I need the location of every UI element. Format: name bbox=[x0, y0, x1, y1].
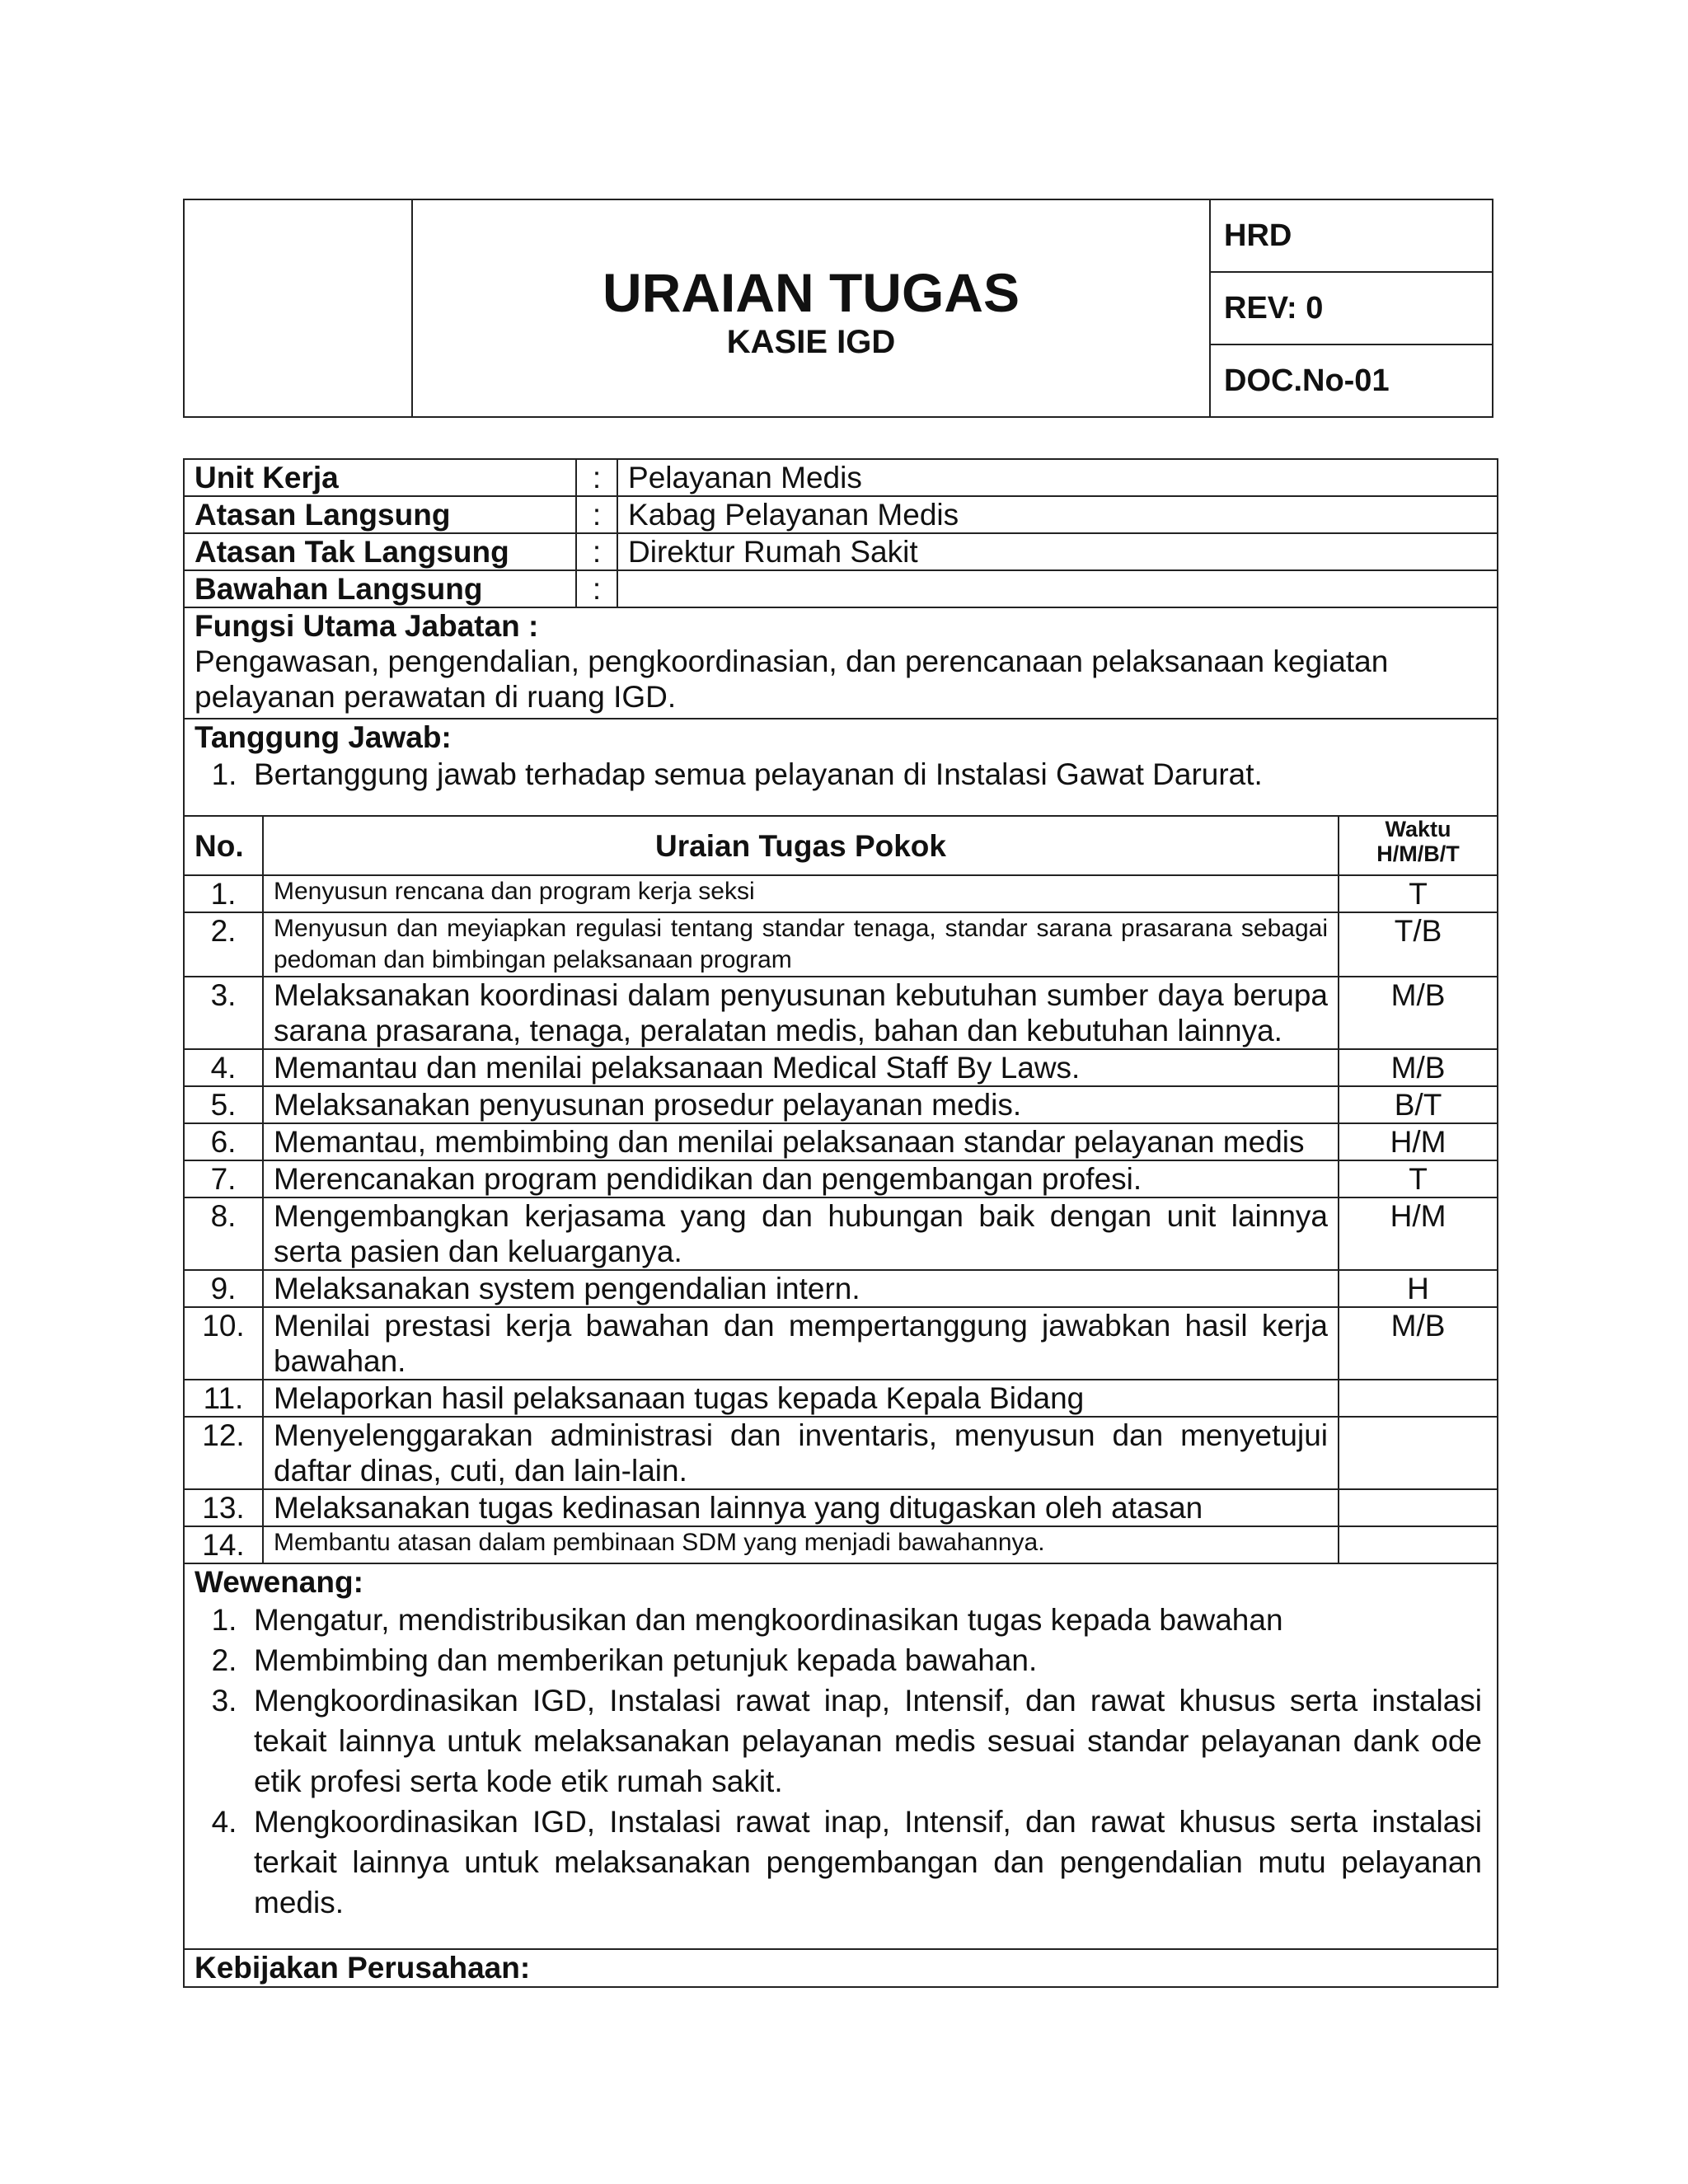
row-task: Melaksanakan tugas kedinasan lainnya yang ditugaskan oleh atasan bbox=[263, 1489, 1339, 1526]
kebijakan-title: Kebijakan Perusahaan: bbox=[184, 1949, 1498, 1987]
row-waktu bbox=[1339, 1489, 1498, 1526]
list-number: 3. bbox=[211, 1684, 237, 1718]
table-row bbox=[184, 1086, 1498, 1123]
table-row bbox=[184, 1270, 1498, 1307]
row-number: 1. bbox=[184, 875, 263, 912]
row-waktu: M/B bbox=[1339, 1307, 1498, 1380]
table-row bbox=[184, 1417, 1498, 1489]
meta-doc-number: DOC.No-01 bbox=[1210, 344, 1493, 417]
list-number: 1. bbox=[211, 757, 237, 791]
row-task: Menyusun rencana dan program kerja seksi bbox=[263, 875, 1339, 912]
list-number: 4. bbox=[211, 1805, 237, 1839]
info-value: Direktur Rumah Sakit bbox=[617, 533, 1498, 570]
head-task: Uraian Tugas Pokok bbox=[263, 816, 1339, 875]
info-colon: : bbox=[576, 533, 617, 570]
head-waktu-line2: H/M/B/T bbox=[1376, 841, 1460, 866]
head-waktu-line1: Waktu bbox=[1385, 817, 1451, 841]
list-text: Mengkoordinasikan IGD, Instalasi rawat inap, Intensif, dan rawat khusus serta instalasi terkait lainnya untuk melaksanakan pengembangan dan pengendalian mutu pelayanan medis. bbox=[254, 1805, 1483, 1919]
title-cell bbox=[412, 199, 1210, 417]
wewenang-section bbox=[184, 1563, 1498, 1949]
row-task: Merencanakan program pendidikan dan pengembangan profesi. bbox=[263, 1160, 1339, 1197]
info-label: Atasan Tak Langsung bbox=[184, 533, 576, 570]
row-number: 14. bbox=[184, 1526, 263, 1563]
tanggung-jawab-section bbox=[184, 719, 1498, 816]
info-row bbox=[184, 570, 1498, 607]
fungsi-title: Fungsi Utama Jabatan : bbox=[195, 609, 539, 643]
row-number: 11. bbox=[184, 1380, 263, 1417]
info-row bbox=[184, 496, 1498, 533]
row-number: 13. bbox=[184, 1489, 263, 1526]
info-value: Pelayanan Medis bbox=[617, 459, 1498, 496]
list-number: 2. bbox=[211, 1643, 237, 1677]
row-number: 6. bbox=[184, 1123, 263, 1160]
row-task: Menyelenggarakan administrasi dan inventaris, menyusun dan menyetujui daftar dinas, cuti, dan lain-lain. bbox=[263, 1417, 1339, 1489]
info-value bbox=[617, 570, 1498, 607]
row-task: Melaksanakan penyusunan prosedur pelayanan medis. bbox=[263, 1086, 1339, 1123]
info-label: Atasan Langsung bbox=[184, 496, 576, 533]
fungsi-text: Pengawasan, pengendalian, pengkoordinasian, dan perencanaan pelaksanaan kegiatan pelayanan perawatan di ruang IGD. bbox=[195, 644, 1389, 714]
info-row bbox=[184, 533, 1498, 570]
table-row bbox=[184, 912, 1498, 977]
row-task: Membantu atasan dalam pembinaan SDM yang menjadi bawahannya. bbox=[263, 1526, 1339, 1563]
row-waktu bbox=[1339, 1380, 1498, 1417]
row-waktu: T/B bbox=[1339, 912, 1498, 977]
info-row bbox=[184, 459, 1498, 496]
list-item bbox=[195, 755, 1487, 794]
fungsi-section bbox=[184, 607, 1498, 719]
list-text: Mengatur, mendistribusikan dan mengkoordinasikan tugas kepada bawahan bbox=[254, 1603, 1283, 1637]
row-task: Mengembangkan kerjasama yang dan hubungan baik dengan unit lainnya serta pasien dan keluarganya. bbox=[263, 1197, 1339, 1270]
row-number: 3. bbox=[184, 977, 263, 1049]
table-row bbox=[184, 1489, 1498, 1526]
list-item bbox=[195, 1600, 1487, 1640]
row-waktu: B/T bbox=[1339, 1086, 1498, 1123]
meta-hrd: HRD bbox=[1210, 199, 1493, 272]
head-no: No. bbox=[184, 816, 263, 875]
row-number: 4. bbox=[184, 1049, 263, 1086]
info-label: Unit Kerja bbox=[184, 459, 576, 496]
logo-area bbox=[184, 199, 412, 417]
head-waktu bbox=[1339, 816, 1498, 875]
list-item bbox=[195, 1640, 1487, 1680]
table-row bbox=[184, 1526, 1498, 1563]
row-task: Melaporkan hasil pelaksanaan tugas kepada Kepala Bidang bbox=[263, 1380, 1339, 1417]
tanggung-jawab-list bbox=[195, 755, 1487, 794]
kebijakan-section bbox=[184, 1949, 1498, 1987]
table-row bbox=[184, 1197, 1498, 1270]
row-number: 12. bbox=[184, 1417, 263, 1489]
row-number: 10. bbox=[184, 1307, 263, 1380]
job-description-form bbox=[183, 458, 1498, 1988]
document-subtitle: KASIE IGD bbox=[726, 324, 896, 360]
info-colon: : bbox=[576, 496, 617, 533]
list-number: 1. bbox=[211, 1603, 237, 1637]
row-number: 8. bbox=[184, 1197, 263, 1270]
list-item bbox=[195, 1802, 1487, 1923]
row-task: Menilai prestasi kerja bawahan dan mempertanggung jawabkan hasil kerja bawahan. bbox=[263, 1307, 1339, 1380]
meta-revision: REV: 0 bbox=[1210, 272, 1493, 344]
row-waktu: H bbox=[1339, 1270, 1498, 1307]
row-waktu: T bbox=[1339, 1160, 1498, 1197]
wewenang-title: Wewenang: bbox=[195, 1565, 363, 1599]
document-header bbox=[183, 199, 1493, 418]
list-text: Bertanggung jawab terhadap semua pelayanan di Instalasi Gawat Darurat. bbox=[254, 757, 1263, 791]
info-colon: : bbox=[576, 459, 617, 496]
info-colon: : bbox=[576, 570, 617, 607]
table-row bbox=[184, 1123, 1498, 1160]
row-task: Menyusun dan meyiapkan regulasi tentang standar tenaga, standar sarana prasarana sebagai pedoman dan bimbingan pelaksanaan program bbox=[263, 912, 1339, 977]
table-row bbox=[184, 1307, 1498, 1380]
wewenang-list bbox=[195, 1600, 1487, 1923]
row-waktu: H/M bbox=[1339, 1123, 1498, 1160]
table-row bbox=[184, 977, 1498, 1049]
table-row bbox=[184, 1160, 1498, 1197]
row-task: Melaksanakan koordinasi dalam penyusunan kebutuhan sumber daya berupa sarana prasarana, tenaga, peralatan medis, bahan dan kebutuhan lainnya. bbox=[263, 977, 1339, 1049]
row-task: Melaksanakan system pengendalian intern. bbox=[263, 1270, 1339, 1307]
list-item bbox=[195, 1680, 1487, 1802]
table-row bbox=[184, 1380, 1498, 1417]
task-table-header bbox=[184, 816, 1498, 875]
row-number: 2. bbox=[184, 912, 263, 977]
row-number: 9. bbox=[184, 1270, 263, 1307]
row-waktu: M/B bbox=[1339, 1049, 1498, 1086]
info-label: Bawahan Langsung bbox=[184, 570, 576, 607]
row-number: 7. bbox=[184, 1160, 263, 1197]
info-value: Kabag Pelayanan Medis bbox=[617, 496, 1498, 533]
list-text: Mengkoordinasikan IGD, Instalasi rawat inap, Intensif, dan rawat khusus serta instalasi tekait lainnya untuk melaksanakan pelayanan medis sesuai standar pelayanan dank ode etik profesi serta kode etik rumah sakit. bbox=[254, 1684, 1483, 1798]
list-text: Membimbing dan memberikan petunjuk kepada bawahan. bbox=[254, 1643, 1038, 1677]
row-number: 5. bbox=[184, 1086, 263, 1123]
row-task: Memantau, membimbing dan menilai pelaksanaan standar pelayanan medis bbox=[263, 1123, 1339, 1160]
row-waktu bbox=[1339, 1526, 1498, 1563]
tanggung-jawab-title: Tanggung Jawab: bbox=[195, 720, 452, 754]
table-row bbox=[184, 875, 1498, 912]
row-waktu: H/M bbox=[1339, 1197, 1498, 1270]
document-title: URAIAN TUGAS bbox=[603, 262, 1020, 323]
row-waktu bbox=[1339, 1417, 1498, 1489]
row-task: Memantau dan menilai pelaksanaan Medical Staff By Laws. bbox=[263, 1049, 1339, 1086]
table-row bbox=[184, 1049, 1498, 1086]
row-waktu: M/B bbox=[1339, 977, 1498, 1049]
row-waktu: T bbox=[1339, 875, 1498, 912]
